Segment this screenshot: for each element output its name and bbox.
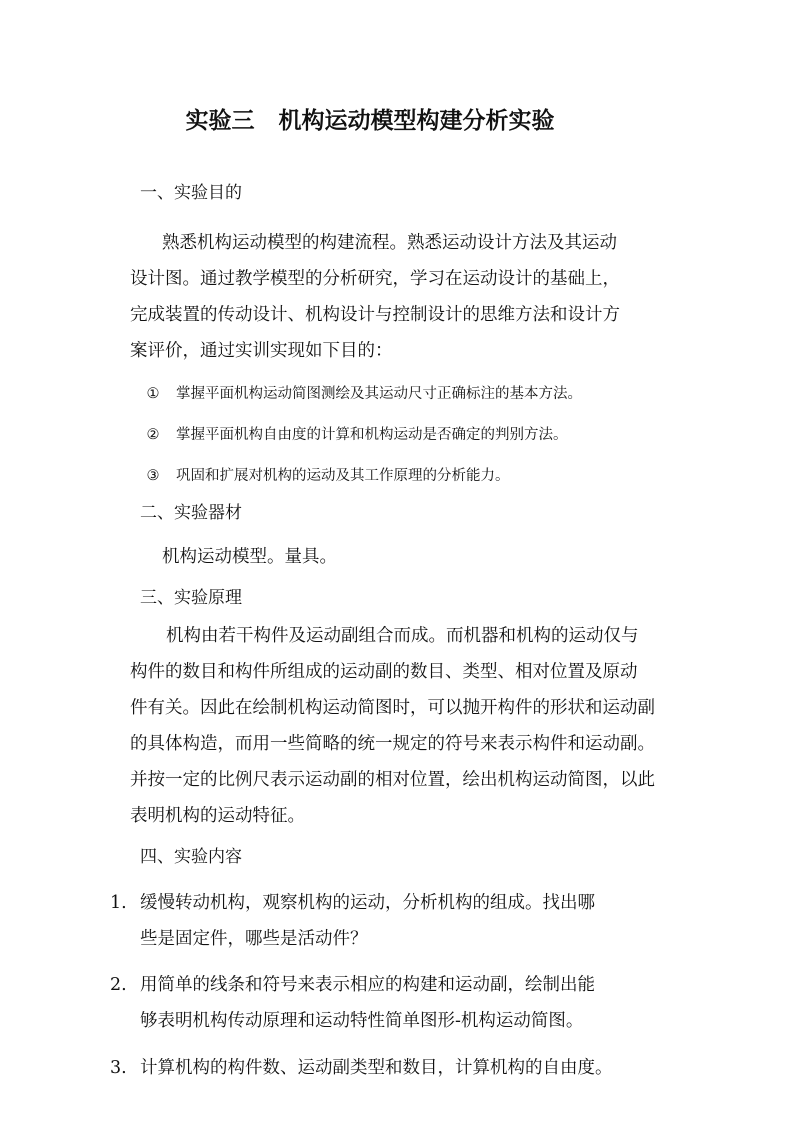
goal-text: 掌握平面机构自由度的计算和机构运动是否确定的判别方法。 — [176, 427, 568, 443]
title-main: 机构运动模型构建分析实验 — [278, 108, 555, 134]
principle-line: 表明机构的运动特征。 — [130, 806, 305, 826]
content-item-index: 3. — [110, 1058, 127, 1078]
section-heading-principle: 三、实验原理 — [140, 588, 242, 608]
section-heading-equipment: 二、实验器材 — [140, 503, 242, 523]
principle-line: 构件的数目和构件所组成的运动副的数目、类型、相对位置及原动 — [130, 662, 638, 682]
principle-line: 的具体构造，而用一些简略的统一规定的符号来表示构件和运动副。 — [130, 734, 655, 754]
purpose-line: 案评价，通过实训实现如下目的： — [130, 341, 393, 361]
content-item — [110, 967, 595, 1039]
page-title — [0, 104, 740, 138]
purpose-line: 完成装置的传动设计、机构设计与控制设计的思维方法和设计方 — [130, 305, 620, 325]
goal-number: ① — [146, 386, 160, 402]
content-item-index: 1. — [110, 893, 127, 913]
principle-paragraph — [130, 618, 690, 834]
purpose-line: 熟悉机构运动模型的构建流程。熟悉运动设计方法及其运动 — [162, 233, 617, 253]
equipment-text: 机构运动模型。量具。 — [162, 547, 337, 567]
purpose-paragraph — [130, 225, 690, 369]
content-item-line: 些是固定件，哪些是活动件？ — [140, 929, 368, 949]
goal-item — [144, 424, 568, 446]
goal-item — [144, 383, 582, 405]
content-item-line: 用简单的线条和符号来表示相应的构建和运动副，绘制出能 — [140, 975, 595, 995]
principle-line: 并按一定的比例尺表示运动副的相对位置，绘出机构运动简图，以此 — [130, 770, 655, 790]
principle-line: 件有关。因此在绘制机构运动简图时，可以抛开构件的形状和运动副 — [130, 698, 655, 718]
content-item-index: 2. — [110, 975, 127, 995]
goal-number: ② — [146, 427, 160, 443]
principle-line: 机构由若干构件及运动副组合而成。而机器和机构的运动仅与 — [166, 626, 639, 646]
goal-text: 掌握平面机构运动简图测绘及其运动尺寸正确标注的基本方法。 — [176, 386, 582, 402]
section-heading-content: 四、实验内容 — [140, 847, 242, 867]
content-item — [110, 885, 595, 957]
section-heading-purpose: 一、实验目的 — [140, 183, 242, 203]
goal-text: 巩固和扩展对机构的运动及其工作原理的分析能力。 — [176, 468, 510, 484]
content-item-line: 够表明机构传动原理和运动特性简单图形-机构运动简图。 — [140, 1011, 584, 1031]
title-prefix: 实验三 — [185, 108, 255, 134]
content-item-line: 计算机构的构件数、运动副类型和数目，计算机构的自由度。 — [140, 1058, 613, 1078]
content-item — [110, 1050, 613, 1086]
equipment-paragraph — [162, 539, 722, 575]
content-item-line: 缓慢转动机构，观察机构的运动，分析机构的组成。找出哪 — [140, 893, 595, 913]
goal-number: ③ — [146, 468, 160, 484]
purpose-line: 设计图。通过教学模型的分析研究，学习在运动设计的基础上， — [130, 269, 620, 289]
goal-item — [144, 465, 510, 487]
